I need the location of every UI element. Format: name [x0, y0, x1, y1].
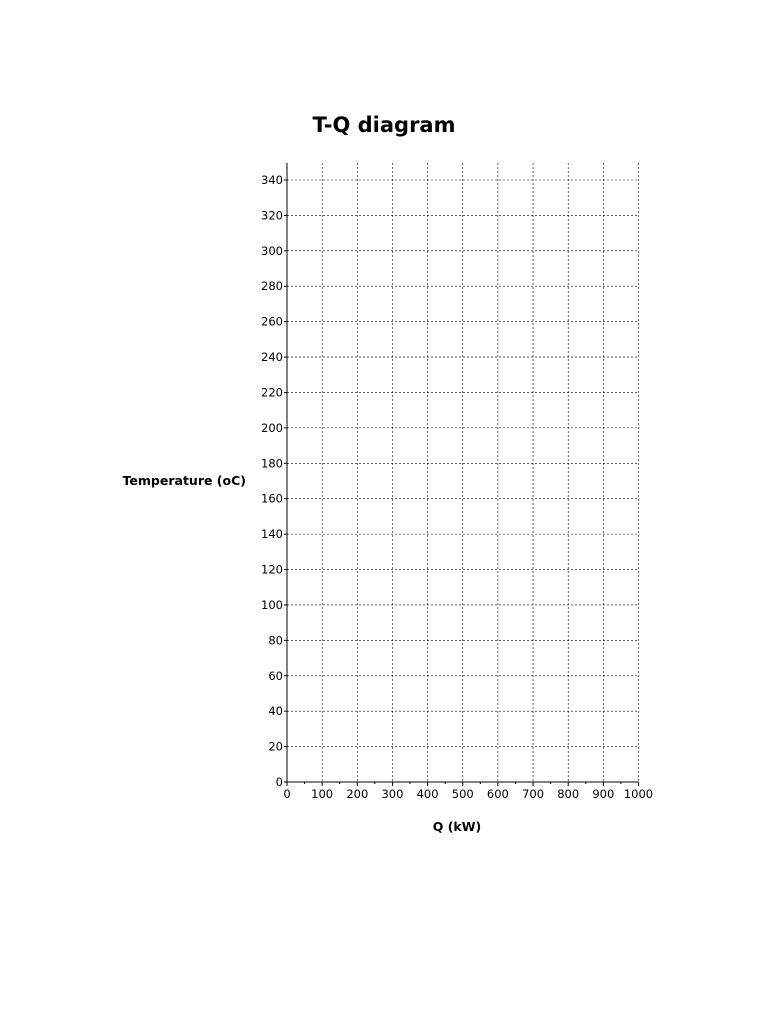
x-tick-label: 900: [592, 787, 615, 801]
y-tick-label: 140: [261, 527, 283, 542]
y-tick-label: 100: [261, 597, 283, 612]
y-ticks: [261, 173, 287, 789]
x-ticks: [283, 782, 653, 801]
y-tick-label: 60: [268, 668, 283, 683]
y-axis-label: Temperature (oC): [122, 473, 246, 488]
x-tick-label: 800: [557, 787, 580, 801]
y-tick-label: 20: [268, 739, 283, 754]
y-tick-label: 340: [261, 173, 283, 187]
y-tick-label: 320: [261, 208, 283, 223]
y-tick-label: 220: [261, 385, 283, 400]
y-tick-label: 280: [261, 279, 283, 294]
x-tick-label: 600: [486, 787, 509, 801]
y-tick-label: 260: [261, 314, 283, 329]
x-tick-label: 200: [346, 787, 369, 801]
y-tick-label: 240: [261, 350, 283, 365]
y-tick-label: 160: [261, 491, 283, 506]
x-tick-label: 1000: [623, 787, 654, 801]
x-tick-label: 0: [283, 787, 291, 801]
y-tick-label: 300: [261, 243, 283, 258]
y-tick-label: 0: [275, 775, 283, 789]
y-tick-label: 120: [261, 562, 283, 577]
x-tick-label: 300: [381, 787, 404, 801]
x-tick-label: 400: [416, 787, 439, 801]
x-tick-label: 500: [451, 787, 474, 801]
y-tick-label: 200: [261, 420, 283, 435]
x-tick-label: 100: [311, 787, 334, 801]
chart-title: T-Q diagram: [312, 113, 456, 137]
y-tick-label: 180: [261, 456, 283, 471]
y-tick-label: 80: [268, 633, 283, 648]
grid-lines: [287, 163, 639, 782]
y-tick-label: 40: [268, 704, 283, 719]
x-axis-label: Q (kW): [432, 819, 482, 834]
x-tick-label: 700: [522, 787, 545, 801]
